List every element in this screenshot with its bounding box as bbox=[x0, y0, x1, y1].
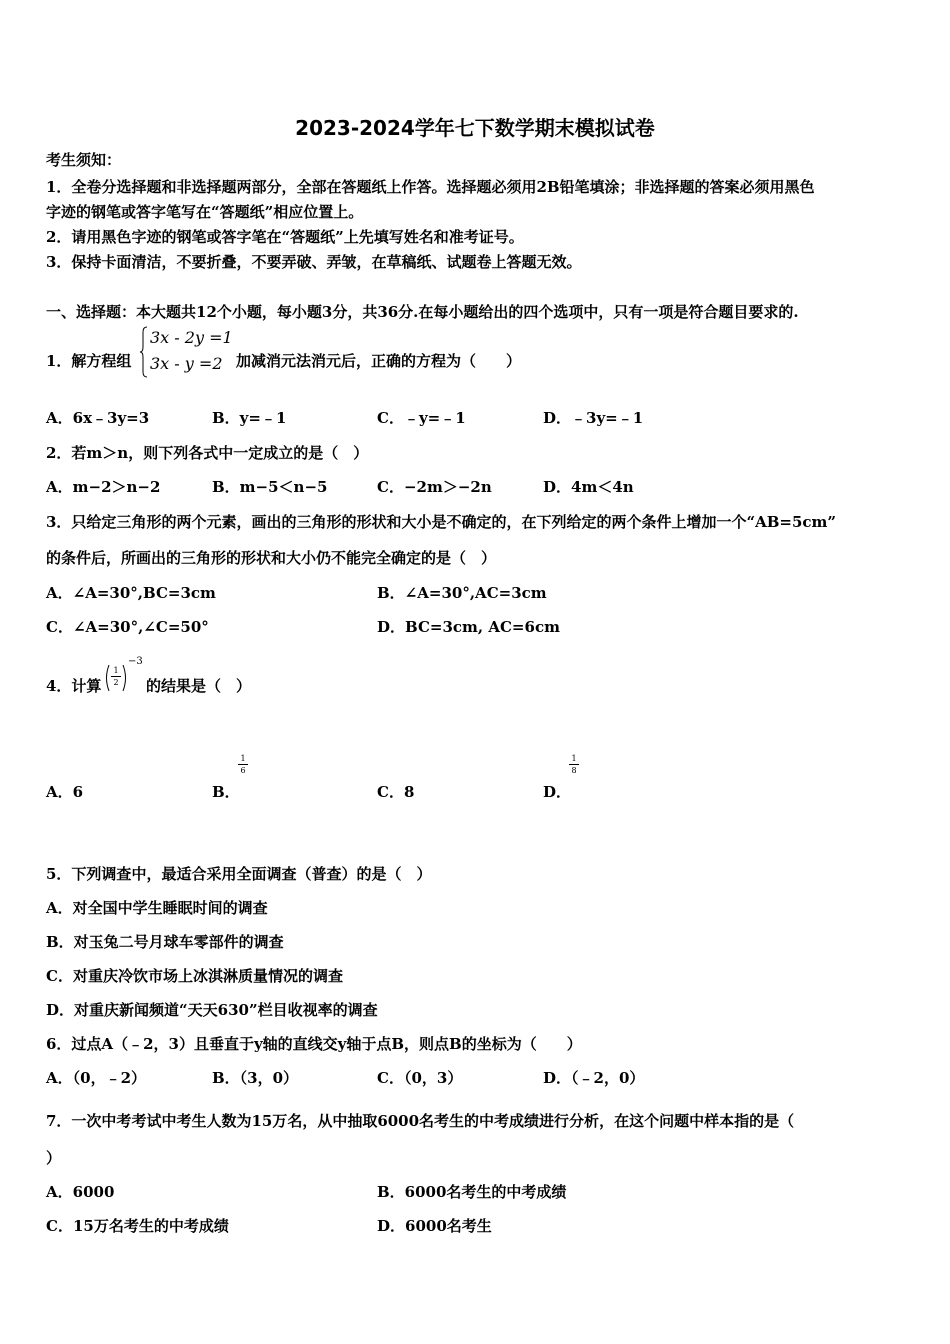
q4-base-numerator: 1 bbox=[113, 666, 119, 675]
q2-option-c: C．−2m＞−2n bbox=[377, 478, 492, 496]
q6-option-b: B．（3，0） bbox=[212, 1069, 299, 1087]
q7-option-b: B．6000名考生的中考成绩 bbox=[377, 1183, 567, 1201]
q4-option-b-denominator: 6 bbox=[240, 766, 246, 775]
q1-suffix: 加减消元法消元后，正确的方程为（ ） bbox=[236, 352, 522, 370]
section-heading: 一、选择题：本大题共12个小题，每小题3分，共36分.在每小题给出的四个选项中，只有一项是符合题目要求的. bbox=[46, 303, 799, 321]
q1-option-d: D．﹣3y=﹣1 bbox=[543, 409, 644, 427]
q4-option-d-fraction bbox=[569, 754, 579, 775]
q4-option-d: D． bbox=[543, 783, 572, 801]
q6-option-c: C．（0，3） bbox=[377, 1069, 463, 1087]
notice-item: 2．请用黑色字迹的钢笔或答字笔在“答题纸”上先填写姓名和准考证号。 bbox=[46, 228, 524, 246]
q4-prefix: 4．计算 bbox=[46, 677, 102, 695]
exam-title: 2023-2024学年七下数学期末模拟试卷 bbox=[295, 116, 655, 140]
brace-icon bbox=[140, 326, 148, 378]
q4-option-b: B． bbox=[212, 783, 240, 801]
q1-eq2: 3x - y =2 bbox=[150, 354, 223, 373]
q5-option-b: B．对玉兔二号月球车零部件的调查 bbox=[46, 933, 284, 951]
q4-power-expression bbox=[104, 656, 144, 696]
q3-option-c: C．∠A=30°,∠C=50° bbox=[46, 618, 209, 636]
q4-option-a: A．6 bbox=[46, 783, 84, 801]
notice-item: 字迹的钢笔或答字笔写在“答题纸”相应位置上。 bbox=[46, 203, 364, 221]
q2-option-a: A．m−2＞n−2 bbox=[46, 478, 161, 496]
q3-option-a: A．∠A=30°,BC=3cm bbox=[46, 584, 216, 602]
q5-option-c: C．对重庆冷饮市场上冰淇淋质量情况的调查 bbox=[46, 967, 343, 985]
q1-eq1: 3x - 2y =1 bbox=[150, 328, 233, 347]
notice-item: 1．全卷分选择题和非选择题两部分，全部在答题纸上作答。选择题必须用2B铅笔填涂；非选择题的答案必须用黑色 bbox=[46, 178, 815, 196]
q5-stem: 5．下列调查中，最适合采用全面调查（普查）的是（ ） bbox=[46, 865, 432, 883]
q4-suffix: 的结果是（ ） bbox=[146, 677, 252, 695]
notice-heading: 考生须知： bbox=[46, 151, 122, 169]
q6-stem: 6．过点A（﹣2，3）且垂直于y轴的直线交y轴于点B，则点B的坐标为（ ） bbox=[46, 1035, 582, 1053]
q6-option-d: D．（﹣2，0） bbox=[543, 1069, 645, 1087]
q7-option-d: D．6000名考生 bbox=[377, 1217, 492, 1235]
q1-option-c: C．﹣y=﹣1 bbox=[377, 409, 466, 427]
q1-equation-system bbox=[140, 326, 235, 378]
q3-stem-line1: 3．只给定三角形的两个元素，画出的三角形的形状和大小是不确定的，在下列给定的两个条件上增加一个“AB=5cm” bbox=[46, 513, 837, 531]
q7-option-a: A．6000 bbox=[46, 1183, 115, 1201]
q4-option-b-numerator: 1 bbox=[240, 754, 246, 763]
q4-base-denominator: 2 bbox=[113, 678, 119, 687]
q7-option-c: C．15万名考生的中考成绩 bbox=[46, 1217, 229, 1235]
q4-exponent: −3 bbox=[128, 656, 143, 667]
q3-stem-line2: 的条件后，所画出的三角形的形状和大小仍不能完全确定的是（ ） bbox=[46, 549, 497, 567]
q2-option-b: B．m−5＜n−5 bbox=[212, 478, 328, 496]
q4-option-d-denominator: 8 bbox=[571, 766, 577, 775]
q4-option-b-fraction bbox=[238, 754, 248, 775]
q3-option-b: B．∠A=30°,AC=3cm bbox=[377, 584, 547, 602]
notice-item: 3．保持卡面清洁，不要折叠，不要弄破、弄皱，在草稿纸、试题卷上答题无效。 bbox=[46, 253, 582, 271]
q5-option-d: D．对重庆新闻频道“天天630”栏目收视率的调查 bbox=[46, 1001, 378, 1019]
q3-option-d: D．BC=3cm, AC=6cm bbox=[377, 618, 560, 636]
q2-option-d: D．4m＜4n bbox=[543, 478, 634, 496]
q4-option-c: C．8 bbox=[377, 783, 415, 801]
q6-option-a: A．（0，﹣2） bbox=[46, 1069, 147, 1087]
q1-option-a: A．6x﹣3y=3 bbox=[46, 409, 150, 427]
q4-base-fraction bbox=[111, 666, 121, 687]
q1-prefix: 1．解方程组 bbox=[46, 352, 132, 370]
q7-stem-line2: ） bbox=[46, 1149, 62, 1167]
q4-option-d-numerator: 1 bbox=[571, 754, 577, 763]
q5-option-a: A．对全国中学生睡眠时间的调查 bbox=[46, 899, 268, 917]
q2-stem: 2．若m＞n，则下列各式中一定成立的是（ ） bbox=[46, 444, 369, 462]
q7-stem-line1: 7．一次中考考试中考生人数为15万名，从中抽取6000名考生的中考成绩进行分析，在这个问题中样本指的是（ bbox=[46, 1112, 795, 1130]
q1-option-b: B．y=﹣1 bbox=[212, 409, 287, 427]
